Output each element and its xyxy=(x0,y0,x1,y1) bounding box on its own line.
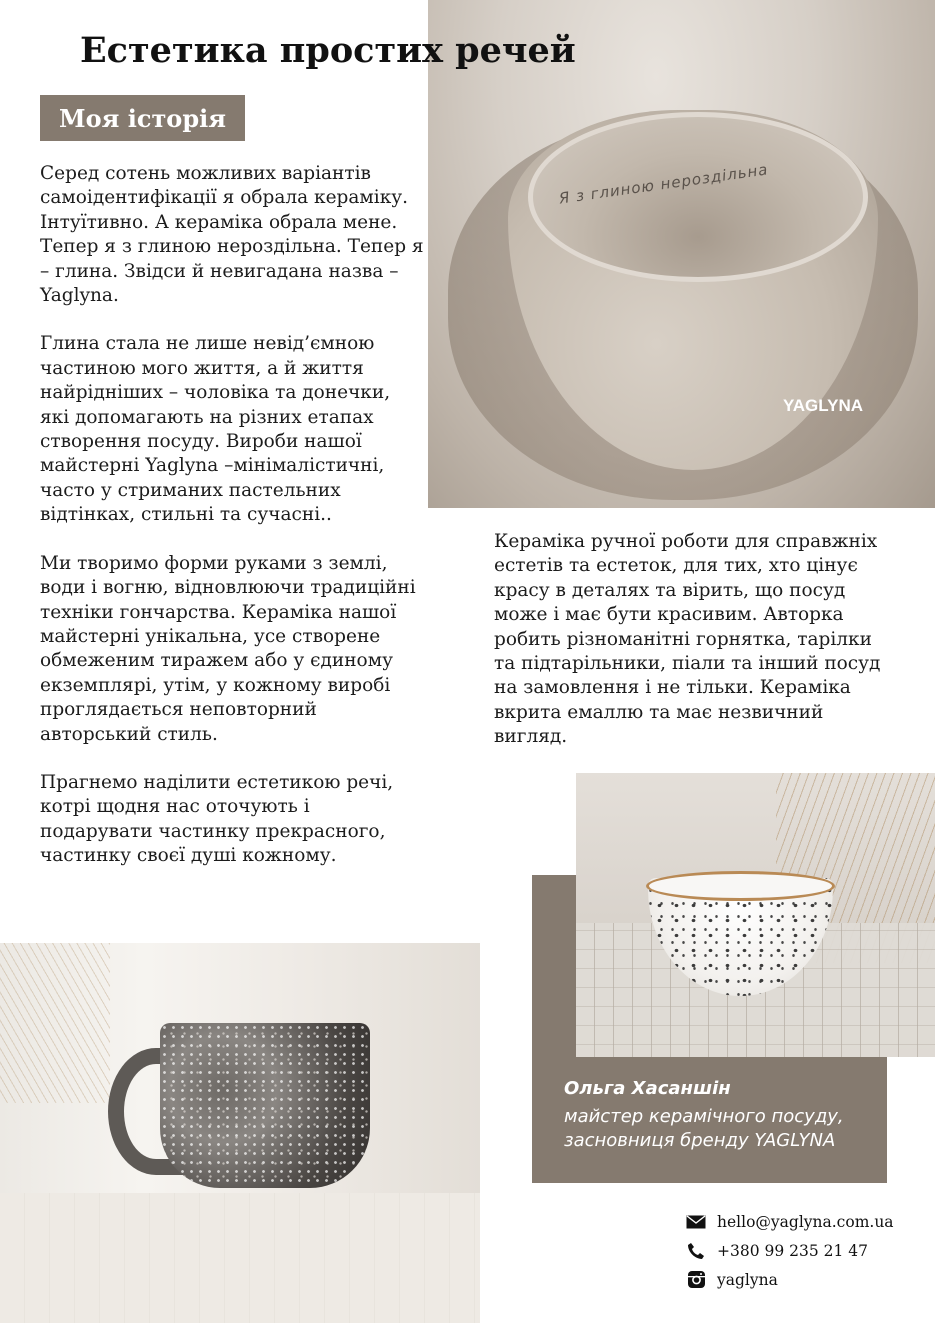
bowl-rim xyxy=(646,871,835,901)
paragraph: Прагнемо наділити естетикою речі, котрі щодня нас оточують і подарувати частинку прекрасного, частинку своєї душі кожному. xyxy=(40,771,394,867)
paragraph: Ми творимо форми руками з землі, води і вогню, відновлюючи традиційні техніки гончарства. Кераміка нашої майстерні унікальна, усе створене обмеженим тиражем або у єдиному екземплярі, утім, у кожному виробі проглядається неповторний авторський стиль. xyxy=(40,552,416,745)
contact-instagram-text[interactable]: yaglyna xyxy=(717,1270,778,1289)
author-role: засновниця бренду YAGLYNA xyxy=(564,1130,836,1151)
paragraph: Серед сотень можливих варіантів самоідентифікації я обрала кераміку. Інтуїтивно. А кераміка обрала мене. Тепер я з глиною нероздільна. Тепер я – глина. Звідси й невигадана назва – Yaglyna. xyxy=(40,163,424,307)
dried-grass xyxy=(0,943,110,1103)
contact-phone-text[interactable]: +380 99 235 21 47 xyxy=(717,1241,869,1260)
mail-icon xyxy=(686,1213,706,1231)
author-name: Ольга Хасаншін xyxy=(564,1078,731,1099)
left-text-column xyxy=(40,162,425,893)
contact-email[interactable] xyxy=(686,1207,894,1236)
contact-email-text[interactable]: hello@yaglyna.com.ua xyxy=(717,1212,894,1231)
right-text-column xyxy=(494,530,894,774)
contact-instagram[interactable] xyxy=(686,1265,894,1294)
page-title: Естетика простих речей xyxy=(80,30,576,71)
instagram-icon xyxy=(686,1271,706,1289)
paragraph: Глина стала не лише невід’ємною частиною мого життя, а й життя найрідніших – чоловіка та донечки, які допомагають на різних етапах створення посуду. Вироби нашої майстерні Yaglyna –мінімалістичні, часто у стриманих пастельних відтінках, стильні та сучасні.. xyxy=(40,333,391,526)
phone-icon xyxy=(686,1242,706,1260)
bowl-inscription: Я з глиною нероздільна xyxy=(557,160,770,208)
bowl-photo xyxy=(576,773,935,1057)
author-signature xyxy=(564,1078,844,1153)
mug-speckle-texture xyxy=(160,1023,370,1188)
contacts xyxy=(686,1207,894,1294)
hero-photo-bowl-in-hands xyxy=(428,0,935,508)
section-label: Моя історія xyxy=(40,95,245,141)
contact-phone[interactable] xyxy=(686,1236,894,1265)
author-role: майстер керамічного посуду, xyxy=(564,1106,844,1127)
mug-photo xyxy=(0,943,480,1323)
paragraph: Кераміка ручної роботи для справжніх естетів та естеток, для тих, хто цінує красу в деталях та вірить, що посуд може і має бути красивим. Авторка робить різноманітні горнятка, тарілки та підтарільники, піали та інший посуд на замовлення і не тільки. Кераміка вкрита емаллю та має незвичний вигляд. xyxy=(494,531,881,748)
table-surface xyxy=(0,1193,480,1323)
hero-brand-mark: YAGLYNA xyxy=(783,396,863,415)
